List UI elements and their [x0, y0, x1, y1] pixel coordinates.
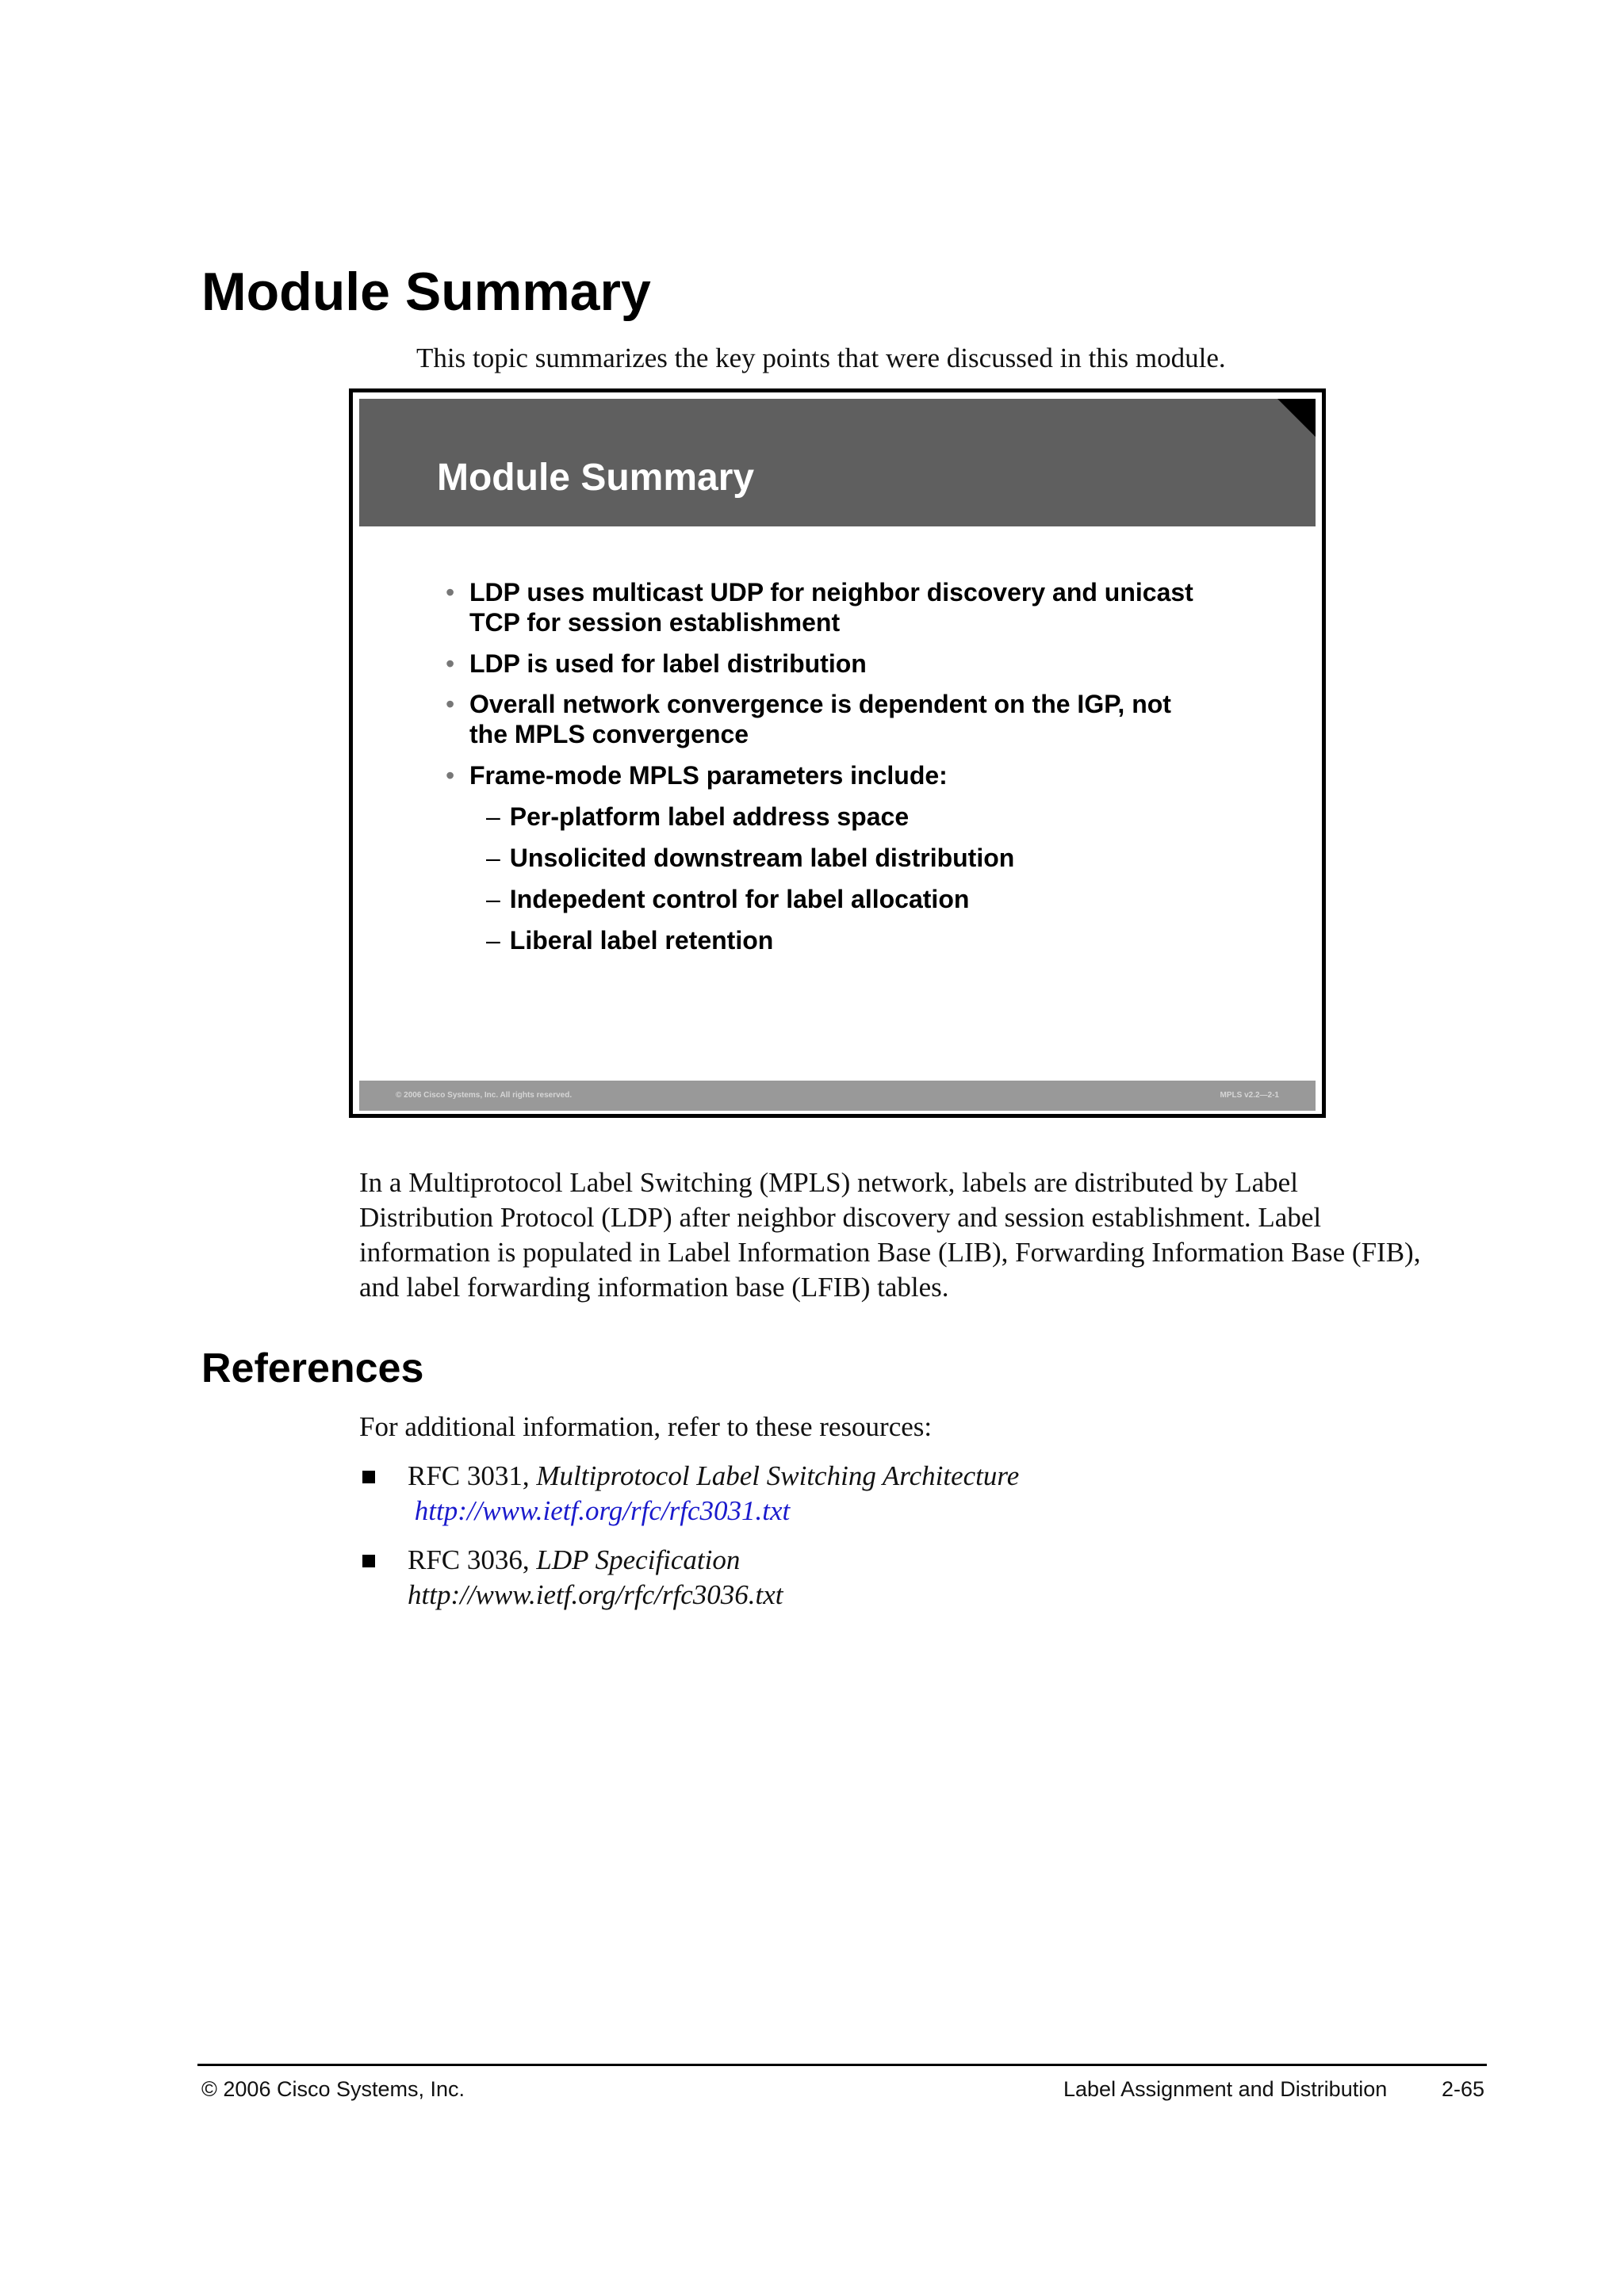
- slide-subbullet: – Indepedent control for label allocation: [486, 885, 970, 913]
- square-bullet-icon: [362, 1471, 375, 1483]
- dash-icon: –: [486, 926, 500, 955]
- reference-url: http://www.ietf.org/rfc/rfc3036.txt: [408, 1579, 783, 1610]
- footer-section-title: Label Assignment and Distribution: [1063, 2077, 1388, 2101]
- references-intro: For additional information, refer to these resources:: [359, 1411, 933, 1442]
- page-title: Module Summary: [201, 262, 651, 322]
- slide-image: [349, 388, 1326, 1118]
- footer-page-number: 2-65: [1442, 2077, 1485, 2101]
- reference-item: RFC 3036, LDP Specification http://www.ietf.org/rfc/rfc3036.txt: [359, 1543, 1311, 1613]
- slide-bullet: • LDP is used for label distribution: [446, 649, 867, 678]
- footer-copyright: © 2006 Cisco Systems, Inc.: [201, 2077, 465, 2101]
- slide-footer: [359, 1081, 1316, 1111]
- reference-link[interactable]: http://www.ietf.org/rfc/rfc3031.txt: [414, 1495, 791, 1526]
- dash-icon: –: [486, 802, 500, 831]
- slide-title: Module Summary: [437, 457, 755, 499]
- references-title: References: [201, 1345, 424, 1391]
- slide-footer-copyright: © 2006 Cisco Systems, Inc. All rights reserved.: [396, 1091, 573, 1100]
- slide-bullet: • LDP uses multicast UDP for neighbor discovery and unicast TCP for session establishment: [446, 578, 1193, 637]
- dash-icon: –: [486, 885, 500, 913]
- slide-subbullet: – Per-platform label address space: [486, 802, 910, 831]
- footer-divider: [197, 2064, 1487, 2066]
- square-bullet-icon: [362, 1555, 375, 1567]
- bullet-icon: •: [446, 690, 455, 718]
- reference-item: RFC 3031, Multiprotocol Label Switching Architecture http://www.ietf.org/rfc/rfc3031.txt: [359, 1459, 1311, 1529]
- slide-subbullet: – Unsolicited downstream label distribution: [486, 844, 1015, 872]
- intro-text: This topic summarizes the key points that were discussed in this module.: [416, 342, 1226, 373]
- dash-icon: –: [486, 844, 500, 872]
- slide-bullet: • Frame-mode MPLS parameters include:: [446, 761, 948, 790]
- bullet-icon: •: [446, 761, 455, 790]
- slide-bullet-list: [353, 392, 1322, 1114]
- bullet-icon: •: [446, 649, 455, 678]
- slide-subbullet: – Liberal label retention: [486, 926, 774, 955]
- slide-bullet: • Overall network convergence is dependent on the IGP, not the MPLS convergence: [446, 690, 1171, 748]
- slide-footer-code: MPLS v2.2—2-1: [1220, 1091, 1279, 1100]
- body-paragraph: In a Multiprotocol Label Switching (MPLS) network, labels are distributed by Label Distribution Protocol (LDP) after neighbor discovery and session establishment. Label information is populated in Label Information Base (LIB), Forwarding Information Base (FIB), and label forwarding information base (LFIB) tables.: [359, 1167, 1421, 1303]
- bullet-icon: •: [446, 578, 455, 607]
